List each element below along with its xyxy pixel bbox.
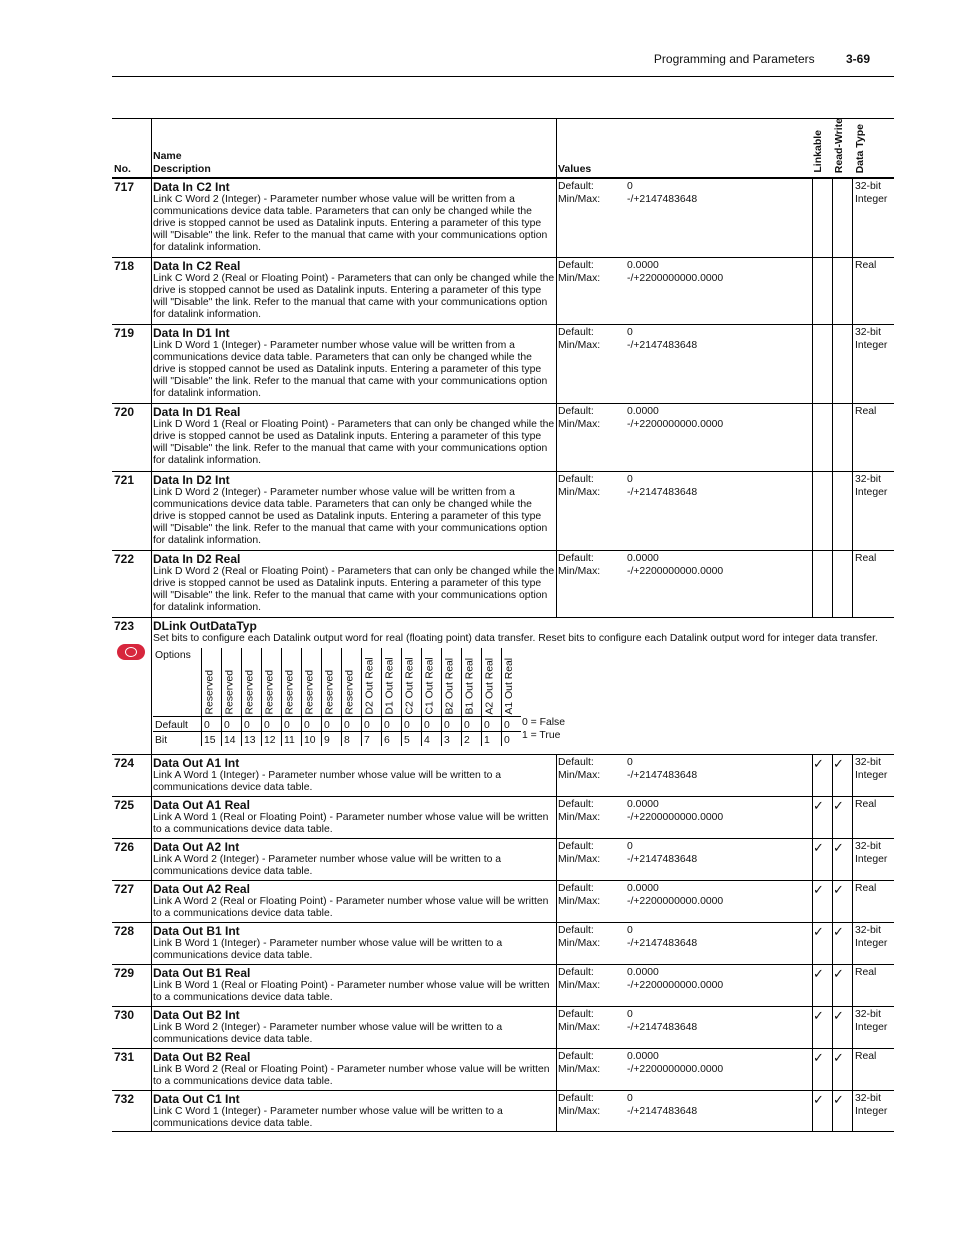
default-label: Default: <box>558 181 594 192</box>
param-data-type: Real <box>855 260 877 271</box>
param-name: Data Out B1 Real <box>153 966 251 980</box>
default-value: 0.0000 <box>627 1051 659 1062</box>
bit-default: 0 <box>222 717 242 732</box>
page-header <box>654 52 870 66</box>
minmax-label: Min/Max: <box>558 272 601 284</box>
param-name-desc <box>153 260 555 321</box>
minmax-value: -/+2147483648 <box>627 769 698 781</box>
minmax-value: -/+2147483648 <box>627 1105 698 1117</box>
param-description: Link B Word 1 (Integer) - Parameter number whose value will be written to a communications device data table. <box>153 937 503 961</box>
default-label: Default: <box>558 474 594 485</box>
param-name-desc <box>153 1093 555 1130</box>
param-number: 727 <box>114 882 135 896</box>
param-number: 728 <box>114 924 135 938</box>
minmax-label: Min/Max: <box>558 1105 601 1117</box>
param-description: Link A Word 1 (Real or Floating Point) - Parameter number whose value will be written to a communications device data table. <box>153 811 549 835</box>
page-number: 3-69 <box>845 52 870 66</box>
param-description: Link D Word 2 (Real or Floating Point) - Parameters that can only be changed while the drive is stopped cannot be used as Datalink inputs. Entering a parameter of this type will "Disable" the link. Refer to the manual that came with your communications option for datalink information. <box>153 565 555 614</box>
bit-number: 12 <box>262 732 282 747</box>
bit-default: 0 <box>382 717 402 732</box>
col-description: Description <box>153 162 211 175</box>
bit-default: 0 <box>282 717 302 732</box>
param-data-type: Real <box>855 883 877 894</box>
read-write-check-icon: ✓ <box>833 840 844 855</box>
parameter-row-731 <box>112 1049 894 1091</box>
bit-default: 0 <box>342 717 362 732</box>
param-values <box>558 1009 808 1034</box>
col-read-write: Read-Write <box>833 117 845 173</box>
bit-number: 10 <box>302 732 322 747</box>
param-name: Data Out A1 Int <box>153 756 240 770</box>
param-data-type: Real <box>855 799 877 810</box>
options-bit-table <box>153 648 521 746</box>
read-write-check-icon: ✓ <box>833 756 844 771</box>
bit-number: 6 <box>382 732 402 747</box>
bit-default: 0 <box>262 717 282 732</box>
minmax-label: Min/Max: <box>558 418 601 430</box>
param-number: 717 <box>114 180 135 194</box>
default-label: Default: <box>558 883 594 894</box>
bit-default: 0 <box>322 717 342 732</box>
default-value: 0 <box>627 181 633 192</box>
bit-label: Bit <box>153 732 202 747</box>
param-number: 720 <box>114 405 135 419</box>
minmax-label: Min/Max: <box>558 811 601 823</box>
bit-name: Reserved <box>282 648 302 717</box>
default-label: Default: <box>558 1009 594 1020</box>
param-name-desc <box>153 1051 555 1088</box>
param-values <box>558 1093 808 1118</box>
param-name: Data In C2 Real <box>153 259 241 273</box>
linkable-check-icon: ✓ <box>813 798 824 813</box>
param-data-type: 32-bit Integer <box>855 757 888 781</box>
param-number: 724 <box>114 756 135 770</box>
col-data-type: Data Type <box>854 123 866 173</box>
param-number: 723 <box>114 619 135 633</box>
default-label: Default: <box>558 406 594 417</box>
col-values: Values <box>558 162 592 175</box>
linkable-check-icon: ✓ <box>813 756 824 771</box>
parameter-row-728 <box>112 923 894 965</box>
minmax-value: -/+2200000000.0000 <box>627 979 724 991</box>
minmax-label: Min/Max: <box>558 339 601 351</box>
param-number: 725 <box>114 798 135 812</box>
default-value: 0 <box>627 327 633 338</box>
param-values <box>558 967 808 992</box>
parameter-row-727 <box>112 881 894 923</box>
bit-number: 0 <box>502 732 522 747</box>
minmax-value: -/+2200000000.0000 <box>627 418 724 430</box>
param-number: 726 <box>114 840 135 854</box>
default-label: Default: <box>558 967 594 978</box>
param-values <box>558 327 808 352</box>
param-values <box>558 181 808 206</box>
parameter-row-722 <box>112 551 894 618</box>
param-values <box>558 406 808 431</box>
param-data-type: 32-bit Integer <box>855 1009 888 1033</box>
section-title: Programming and Parameters <box>653 52 815 66</box>
bit-name: B1 Out Real <box>462 648 482 717</box>
read-write-check-icon: ✓ <box>833 1092 844 1107</box>
param-values <box>558 474 808 499</box>
bit-legend <box>522 717 565 742</box>
bit-number: 13 <box>242 732 262 747</box>
param-name: Data In D1 Int <box>153 326 230 340</box>
param-number: 718 <box>114 259 135 273</box>
linkable-check-icon: ✓ <box>813 840 824 855</box>
minmax-value: -/+2147483648 <box>627 937 698 949</box>
param-name-desc <box>153 1009 555 1046</box>
bit-default: 0 <box>482 717 502 732</box>
minmax-label: Min/Max: <box>558 193 601 205</box>
param-description: Link A Word 2 (Integer) - Parameter number whose value will be written to a communications device data table. <box>153 853 502 877</box>
minmax-label: Min/Max: <box>558 979 601 991</box>
minmax-label: Min/Max: <box>558 769 601 781</box>
param-name-desc <box>153 925 555 962</box>
param-name: Data Out B2 Real <box>153 1050 251 1064</box>
param-data-type: Real <box>855 1051 877 1062</box>
minmax-label: Min/Max: <box>558 853 601 865</box>
bit-number: 15 <box>202 732 222 747</box>
parameter-row-729 <box>112 965 894 1007</box>
read-write-check-icon: ✓ <box>833 1008 844 1023</box>
default-label: Default: <box>558 327 594 338</box>
linkable-check-icon: ✓ <box>813 882 824 897</box>
param-name: Data Out B2 Int <box>153 1008 240 1022</box>
default-value: 0.0000 <box>627 406 659 417</box>
param-values <box>558 883 808 908</box>
read-write-check-icon: ✓ <box>833 924 844 939</box>
col-no: No. <box>114 162 131 175</box>
param-values <box>558 799 808 824</box>
param-name-desc <box>153 406 555 467</box>
bit-number: 5 <box>402 732 422 747</box>
legend-false: 0 = False <box>522 717 566 728</box>
bit-default: 0 <box>462 717 482 732</box>
param-name: DLink OutDataTyp <box>153 619 257 633</box>
param-description: Link D Word 2 (Integer) - Parameter number whose value will be written from a communications device data table. Parameters that can only be changed while the drive is stopped cannot be used as Datalink inputs. Entering a parameter of this type will "Disable" the link. Refer to the manual that came with your communications option for datalink information. <box>153 486 548 547</box>
read-write-check-icon: ✓ <box>833 1050 844 1065</box>
parameter-row-730 <box>112 1007 894 1049</box>
param-data-type: Real <box>855 553 877 564</box>
read-only-icon <box>117 644 145 660</box>
minmax-label: Min/Max: <box>558 1063 601 1075</box>
default-value: 0 <box>627 1093 633 1104</box>
bit-number: 4 <box>422 732 442 747</box>
default-label: Default: <box>558 260 594 271</box>
param-data-type: 32-bit Integer <box>855 474 888 498</box>
param-name-desc <box>153 967 555 1004</box>
default-label: Default: <box>558 1051 594 1062</box>
minmax-value: -/+2200000000.0000 <box>627 895 724 907</box>
param-data-type: 32-bit Integer <box>855 1093 888 1117</box>
bit-name: Reserved <box>262 648 282 717</box>
default-label: Default: <box>558 1093 594 1104</box>
parameter-row-719 <box>112 325 894 404</box>
table-header <box>112 118 894 179</box>
parameter-row-717 <box>112 179 894 258</box>
param-values <box>558 757 808 782</box>
minmax-label: Min/Max: <box>558 1021 601 1033</box>
bit-default: 0 <box>362 717 382 732</box>
param-description: Link A Word 1 (Integer) - Parameter number whose value will be written to a communications device data table. <box>153 769 502 793</box>
param-name-desc <box>153 327 555 401</box>
linkable-check-icon: ✓ <box>813 924 824 939</box>
read-write-check-icon: ✓ <box>833 966 844 981</box>
col-name: Name <box>153 150 182 163</box>
param-data-type: 32-bit Integer <box>855 841 888 865</box>
parameter-table <box>112 118 894 1132</box>
param-number: 719 <box>114 326 135 340</box>
minmax-value: -/+2147483648 <box>627 486 698 498</box>
default-value: 0 <box>627 925 633 936</box>
bit-number: 9 <box>322 732 342 747</box>
param-name-desc <box>153 553 555 614</box>
options-label: Options <box>155 650 191 661</box>
default-value: 0.0000 <box>627 260 659 271</box>
bit-name: A2 Out Real <box>482 648 502 717</box>
minmax-value: -/+2147483648 <box>627 853 698 865</box>
bit-name: D2 Out Real <box>362 648 382 717</box>
minmax-value: -/+2147483648 <box>627 193 698 205</box>
param-description: Link C Word 1 (Integer) - Parameter number whose value will be written to a communications device data table. <box>153 1105 503 1129</box>
bit-number: 14 <box>222 732 242 747</box>
bit-name: A1 Out Real <box>502 648 522 717</box>
bit-name: C2 Out Real <box>402 648 422 717</box>
param-data-type: 32-bit Integer <box>855 925 888 949</box>
linkable-check-icon: ✓ <box>813 1092 824 1107</box>
bit-default: 0 <box>402 717 422 732</box>
param-name: Data Out C1 Int <box>153 1092 240 1106</box>
read-write-check-icon: ✓ <box>833 798 844 813</box>
param-data-type: Real <box>855 967 877 978</box>
default-label: Default <box>153 717 202 732</box>
linkable-check-icon: ✓ <box>813 1008 824 1023</box>
default-value: 0.0000 <box>627 883 659 894</box>
bit-number: 1 <box>482 732 502 747</box>
parameter-row-725 <box>112 797 894 839</box>
bit-number: 2 <box>462 732 482 747</box>
parameter-row-721 <box>112 472 894 551</box>
param-values <box>558 260 808 285</box>
param-name: Data In D2 Real <box>153 552 241 566</box>
param-data-type: Real <box>855 406 877 417</box>
param-description: Link C Word 2 (Integer) - Parameter number whose value will be written from a communications device data table. Parameters that can only be changed while the drive is stopped cannot be used as Datalink inputs. Entering a parameter of this type will "Disable" the link. Refer to the manual that came with your communications option for datalink information. <box>153 193 548 254</box>
bit-number: 8 <box>342 732 362 747</box>
param-number: 732 <box>114 1092 135 1106</box>
header-rule <box>112 76 894 77</box>
col-name-desc <box>153 150 211 175</box>
param-name: Data In C2 Int <box>153 180 230 194</box>
param-number: 721 <box>114 473 135 487</box>
param-name-desc <box>153 620 893 645</box>
bit-default: 0 <box>302 717 322 732</box>
default-value: 0 <box>627 841 633 852</box>
param-name-desc <box>153 757 555 794</box>
param-description: Link A Word 2 (Real or Floating Point) - Parameter number whose value will be written to a communications device data table. <box>153 895 549 919</box>
param-name: Data In D1 Real <box>153 405 241 419</box>
param-data-type: 32-bit Integer <box>855 327 888 351</box>
bit-name: B2 Out Real <box>442 648 462 717</box>
param-description: Link D Word 1 (Real or Floating Point) - Parameters that can only be changed while the drive is stopped cannot be used as Datalink inputs. Entering a parameter of this type will "Disable" the link. Refer to the manual that came with your communications option for datalink information. <box>153 418 555 467</box>
param-description: Link C Word 2 (Real or Floating Point) - Parameters that can only be changed while the drive is stopped cannot be used as Datalink inputs. Entering a parameter of this type will "Disable" the link. Refer to the manual that came with your communications option for datalink information. <box>153 272 555 321</box>
default-value: 0.0000 <box>627 967 659 978</box>
param-number: 730 <box>114 1008 135 1022</box>
param-description: Set bits to configure each Datalink output word for real (floating point) data transfer. Reset bits to configure each Datalink output word for integer data transfer. <box>153 632 878 644</box>
minmax-value: -/+2200000000.0000 <box>627 565 724 577</box>
param-name: Data Out A1 Real <box>153 798 250 812</box>
bit-name: Reserved <box>202 648 222 717</box>
param-values <box>558 1051 808 1076</box>
parameter-row-723 <box>112 618 894 755</box>
minmax-value: -/+2200000000.0000 <box>627 272 724 284</box>
bit-default: 0 <box>202 717 222 732</box>
bit-number: 3 <box>442 732 462 747</box>
default-value: 0.0000 <box>627 799 659 810</box>
param-name: Data Out A2 Int <box>153 840 240 854</box>
default-label: Default: <box>558 925 594 936</box>
param-name: Data In D2 Int <box>153 473 230 487</box>
bit-name: Reserved <box>222 648 242 717</box>
param-description: Link B Word 1 (Real or Floating Point) - Parameter number whose value will be written to a communications device data table. <box>153 979 550 1003</box>
default-value: 0 <box>627 757 633 768</box>
parameter-row-720 <box>112 404 894 472</box>
bit-default: 0 <box>242 717 262 732</box>
param-description: Link B Word 2 (Real or Floating Point) - Parameter number whose value will be written to a communications device data table. <box>153 1063 550 1087</box>
parameter-row-724 <box>112 755 894 797</box>
bit-name: Reserved <box>242 648 262 717</box>
bit-default: 0 <box>502 717 522 732</box>
param-description: Link D Word 1 (Integer) - Parameter number whose value will be written from a communications device data table. Parameters that can only be changed while the drive is stopped cannot be used as Datalink inputs. Entering a parameter of this type will "Disable" the link. Refer to the manual that came with your communications option for datalink information. <box>153 339 548 400</box>
param-name-desc <box>153 883 555 920</box>
param-name: Data Out A2 Real <box>153 882 250 896</box>
param-values <box>558 553 808 578</box>
param-values <box>558 925 808 950</box>
param-name-desc <box>153 841 555 878</box>
minmax-label: Min/Max: <box>558 895 601 907</box>
linkable-check-icon: ✓ <box>813 1050 824 1065</box>
minmax-value: -/+2147483648 <box>627 339 698 351</box>
minmax-value: -/+2147483648 <box>627 1021 698 1033</box>
param-name-desc <box>153 474 555 548</box>
default-label: Default: <box>558 841 594 852</box>
param-number: 729 <box>114 966 135 980</box>
bit-name: C1 Out Real <box>422 648 442 717</box>
minmax-value: -/+2200000000.0000 <box>627 1063 724 1075</box>
bit-number: 7 <box>362 732 382 747</box>
legend-true: 1 = True <box>522 729 561 741</box>
col-linkable: Linkable <box>812 130 824 173</box>
bit-name: Reserved <box>302 648 322 717</box>
param-values <box>558 841 808 866</box>
param-name-desc <box>153 799 555 836</box>
bit-default: 0 <box>422 717 442 732</box>
param-number: 722 <box>114 552 135 566</box>
bit-name: Reserved <box>342 648 362 717</box>
bit-default: 0 <box>442 717 462 732</box>
linkable-check-icon: ✓ <box>813 966 824 981</box>
minmax-label: Min/Max: <box>558 937 601 949</box>
read-write-check-icon: ✓ <box>833 882 844 897</box>
parameter-row-726 <box>112 839 894 881</box>
param-name-desc <box>153 181 555 255</box>
minmax-value: -/+2200000000.0000 <box>627 811 724 823</box>
param-name: Data Out B1 Int <box>153 924 240 938</box>
default-label: Default: <box>558 553 594 564</box>
param-number: 731 <box>114 1050 135 1064</box>
minmax-label: Min/Max: <box>558 565 601 577</box>
default-label: Default: <box>558 757 594 768</box>
default-value: 0 <box>627 1009 633 1020</box>
default-label: Default: <box>558 799 594 810</box>
minmax-label: Min/Max: <box>558 486 601 498</box>
parameter-row-718 <box>112 258 894 325</box>
param-data-type: 32-bit Integer <box>855 181 888 205</box>
default-value: 0.0000 <box>627 553 659 564</box>
default-value: 0 <box>627 474 633 485</box>
param-description: Link B Word 2 (Integer) - Parameter number whose value will be written to a communications device data table. <box>153 1021 503 1045</box>
parameter-row-732 <box>112 1091 894 1132</box>
bit-number: 11 <box>282 732 302 747</box>
bit-name: D1 Out Real <box>382 648 402 717</box>
bit-name: Reserved <box>322 648 342 717</box>
